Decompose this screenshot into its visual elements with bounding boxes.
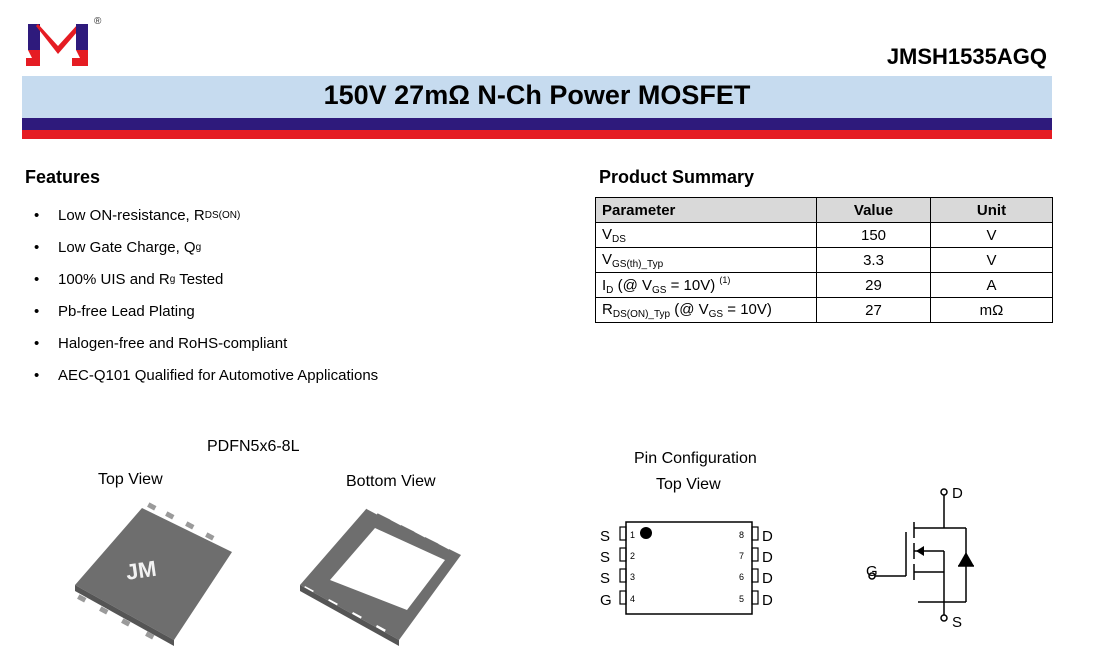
feature-item: • Halogen-free and RoHS-compliant [34,335,288,352]
table-row [596,273,1053,298]
unit-cell: mΩ [931,298,1053,323]
pin-number-right: 5 [739,594,745,604]
header-unit: Unit [931,198,1053,223]
pin-name-left: S [600,570,611,587]
bottom-view-label: Bottom View [346,473,436,490]
gate-label: G [866,563,878,580]
feature-item: • Low Gate Charge, Q g [34,239,202,256]
unit-cell: V [931,248,1053,273]
feature-item: • AEC-Q101 Qualified for Automotive Applications [34,367,379,384]
package-logo-mark: JM [124,555,158,585]
page-title: 150V 27mΩ N-Ch Power MOSFET [323,80,751,110]
company-logo [24,16,104,72]
pin-number-right: 7 [739,551,745,561]
pin-name-right: D [762,528,773,545]
header-stripe-blue [22,118,1052,130]
parameter-cell: $I_D$ (@ $V_{GS} = 10V$) $^{(1)}$ [596,273,817,298]
value-cell: 150 [817,223,931,248]
top-view-label: Top View [98,471,163,488]
table-row [596,223,1053,248]
value-cell: 27 [817,298,931,323]
header-stripe-red [22,130,1052,139]
header-parameter: Parameter [596,198,817,223]
pin-config-view-label: Top View [656,476,721,493]
pin-name-right: D [762,592,773,609]
pin-name-left: S [600,528,611,545]
pin-number-left: 3 [630,572,636,582]
header-value: Value [817,198,931,223]
pin-configuration-diagram [596,518,786,618]
features-heading: Features [25,167,101,187]
pin-name-left: S [600,549,611,566]
summary-heading: Product Summary [599,167,755,187]
pin-number-left: 4 [630,594,636,604]
part-number: JMSH1535AGQ [886,44,1047,69]
parameter-cell: $V_{GS(th)\_Typ}$ [596,248,817,273]
registered-mark: ® [94,16,102,27]
parameter-cell: $V_{DS}$ [596,223,817,248]
pin-config-title: Pin Configuration [634,450,757,467]
pin-name-right: D [762,570,773,587]
package-top-view-image [70,500,245,650]
table-row [596,248,1053,273]
source-label: S [952,614,963,631]
pin-name-right: D [762,549,773,566]
pin-number-right: 8 [739,530,745,540]
pin-number-right: 6 [739,572,745,582]
mosfet-schematic-symbol [862,482,982,632]
table-row [596,298,1053,323]
drain-label: D [952,485,963,502]
pin-name-left: G [600,592,612,609]
unit-cell: A [931,273,1053,298]
value-cell: 29 [817,273,931,298]
feature-item: • Low ON-resistance, R DS(ON) [34,207,241,224]
table-header-row [596,198,1053,223]
pin-number-left: 2 [630,551,636,561]
product-summary-table [595,197,1053,323]
feature-item: • 100% UIS and R g Tested [34,271,224,288]
value-cell: 3.3 [817,248,931,273]
package-name: PDFN5x6-8L [207,438,300,455]
pin-number-left: 1 [630,530,636,540]
package-bottom-view-image [295,500,470,650]
unit-cell: V [931,223,1053,248]
pin1-marker [640,527,652,539]
features-list [34,204,378,396]
parameter-cell: $R_{DS(ON)\_Typ}$ (@ $V_{GS} = 10V$) [596,298,817,323]
feature-item: • Pb-free Lead Plating [34,303,195,320]
